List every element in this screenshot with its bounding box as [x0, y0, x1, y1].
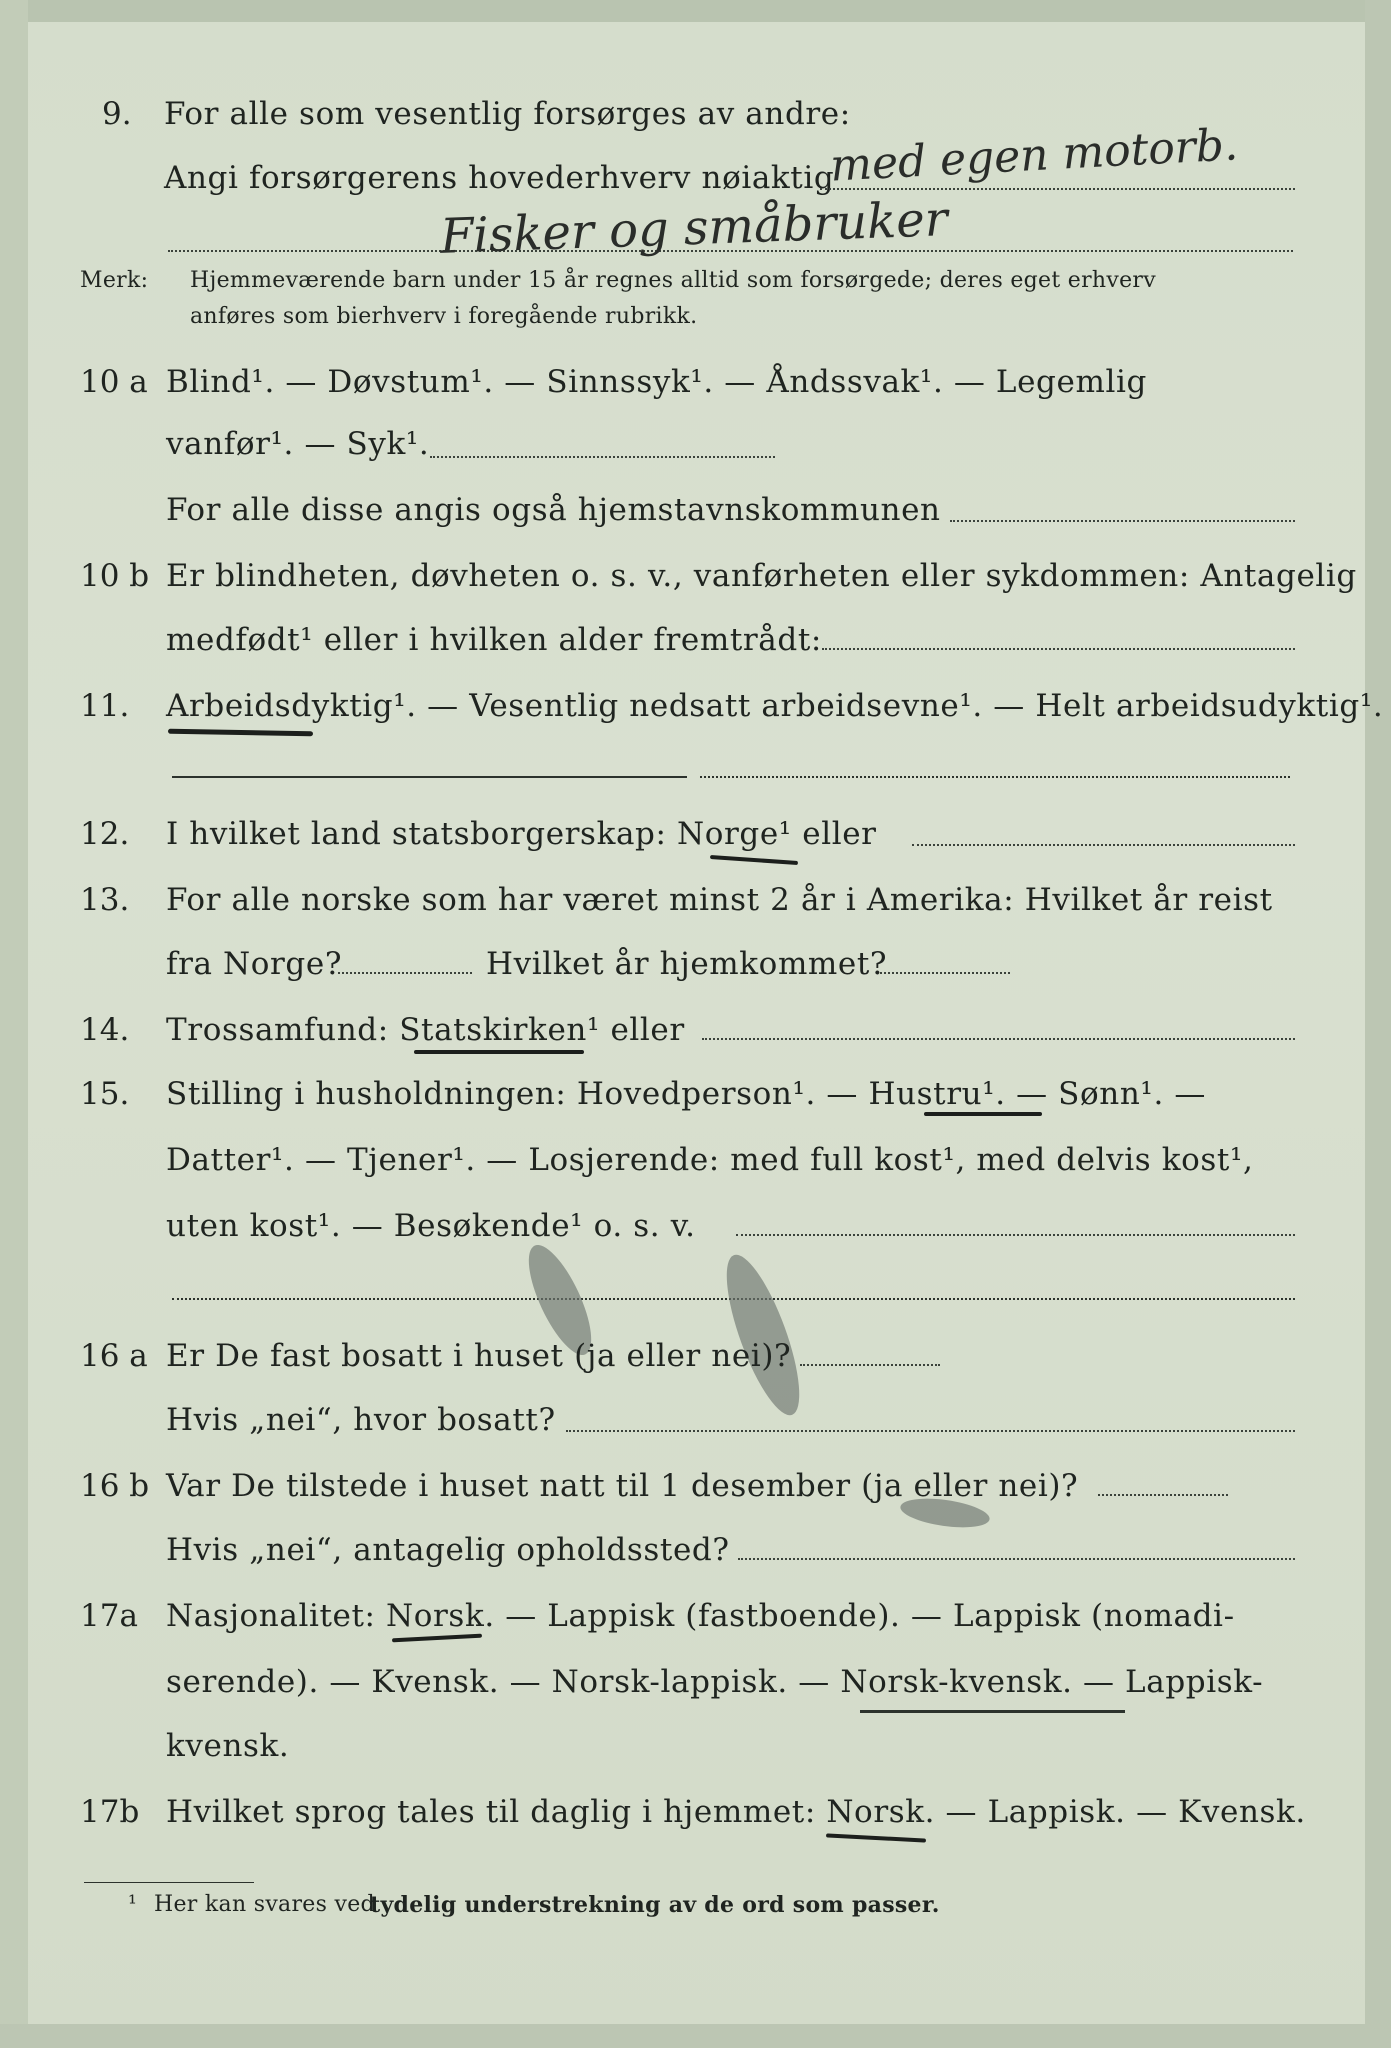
q10a-dotted-line [430, 456, 775, 458]
scan-border-top [0, 0, 1391, 22]
q11-underline-mark [168, 729, 313, 737]
ink-smudge-2 [712, 1247, 813, 1422]
q16b-dotted-line-2 [738, 1558, 1295, 1560]
q11-line1: Arbeidsdyktig¹. — Vesentlig nedsatt arbeidsevne¹. — Helt arbeidsudyktig¹. [166, 688, 1384, 724]
q10b-line2: medfødt¹ eller i hvilken alder fremtrådt: [166, 622, 822, 658]
footnote-mark: ¹ [128, 1892, 138, 1917]
q17a-line1: Nasjonalitet: Norsk. — Lappisk (fastboende). — Lappisk (nomadi- [166, 1598, 1235, 1634]
q12-dotted-line [912, 844, 1295, 846]
q10b-number: 10 b [80, 558, 150, 594]
q16a-line2: Hvis „nei“, hvor bosatt? [166, 1402, 556, 1438]
footnote-rule [84, 1882, 254, 1883]
q17a-line2: serende). — Kvensk. — Norsk-lappisk. — Norsk-kvensk. — Lappisk- [166, 1664, 1264, 1700]
q10a-dotted-line-2 [950, 520, 1295, 522]
q14-number: 14. [80, 1012, 130, 1048]
merk-label: Merk: [80, 268, 149, 293]
q17b-line1: Hvilket sprog tales til daglig i hjemmet: Norsk. — Lappisk. — Kvensk. [166, 1794, 1306, 1830]
scan-border-left [0, 0, 28, 2048]
q11-number: 11. [80, 688, 130, 724]
q11-rule-right [700, 776, 1290, 778]
q15-line1: Stilling i husholdningen: Hovedperson¹. — Hustru¹. — Sønn¹. — [166, 1076, 1206, 1112]
q10b-dotted-line [822, 648, 1295, 650]
q14-line1: Trossamfund: Statskirken¹ eller [166, 1012, 685, 1048]
q11-rule-left [172, 776, 687, 778]
q15-line3: uten kost¹. — Besøkende¹ o. s. v. [166, 1208, 696, 1244]
footnote-text-2: tydelig understrekning av de ord som passer. [370, 1892, 940, 1918]
q13-dotted-line-1 [338, 972, 472, 974]
q12-line1: I hvilket land statsborgerskap: Norge¹ eller [166, 816, 877, 852]
q10a-line2: vanfør¹. — Syk¹. [166, 426, 430, 462]
q16b-line2: Hvis „nei“, antagelig opholdssted? [166, 1532, 730, 1568]
q9-handwritten-1: med egen motorb. [828, 119, 1240, 192]
q10a-number: 10 a [80, 364, 148, 400]
q13-line2a: fra Norge? [166, 946, 343, 982]
scan-border-bottom [0, 2024, 1391, 2048]
q13-dotted-line-2 [880, 972, 1010, 974]
q9-line1: For alle som vesentlig forsørges av andre: [164, 96, 851, 132]
footnote-text-1: Her kan svares ved [154, 1892, 375, 1917]
merk-line1: Hjemmeværende barn under 15 år regnes alltid som forsørgede; deres eget erhverv [190, 268, 1156, 293]
q13-number: 13. [80, 882, 130, 918]
merk-line2: anføres som bierhverv i foregående rubrikk. [190, 304, 698, 329]
q16a-line1: Er De fast bosatt i huset (ja eller nei)? [166, 1338, 792, 1374]
q9-number: 9. [102, 96, 132, 132]
q17b-underline-mark [826, 1833, 926, 1842]
q14-dotted-line [702, 1038, 1295, 1040]
q10a-line1: Blind¹. — Døvstum¹. — Sinnssyk¹. — Åndssvak¹. — Legemlig [166, 364, 1147, 400]
q17a-underline-norsk-kvensk [860, 1710, 1125, 1713]
q15-line2: Datter¹. — Tjener¹. — Losjerende: med full kost¹, med delvis kost¹, [166, 1142, 1254, 1178]
scan-border-right [1365, 0, 1391, 2048]
q17a-line3: kvensk. [166, 1728, 290, 1764]
q17a-number: 17a [80, 1598, 138, 1634]
q16b-dotted-line [1098, 1494, 1228, 1496]
q12-number: 12. [80, 816, 130, 852]
q13-line2b: Hvilket år hjemkommet? [486, 946, 888, 982]
q9-line2: Angi forsørgerens hovederhverv nøiaktig [164, 160, 835, 196]
q10a-line3: For alle disse angis også hjemstavnskommunen [166, 492, 941, 528]
q16b-line1: Var De tilstede i huset natt til 1 desember (ja eller nei)? [166, 1468, 1079, 1504]
q15-dotted-line [736, 1234, 1295, 1236]
q14-underline-mark [414, 1050, 584, 1054]
q15-underline-mark [924, 1112, 1042, 1116]
q12-underline-mark [710, 855, 798, 865]
q16a-number: 16 a [80, 1338, 148, 1374]
q13-line1: For alle norske som har været minst 2 år i Amerika: Hvilket år reist [166, 882, 1273, 918]
q16a-dotted-line [800, 1364, 940, 1366]
q17b-number: 17b [80, 1794, 140, 1830]
q10b-line1: Er blindheten, døvheten o. s. v., vanførheten eller sykdommen: Antagelig [166, 558, 1357, 594]
q15-number: 15. [80, 1076, 130, 1112]
q9-handwritten-2: Fisker og småbruker [439, 191, 949, 265]
q16a-dotted-line-2 [566, 1430, 1295, 1432]
q16b-number: 16 b [80, 1468, 150, 1504]
